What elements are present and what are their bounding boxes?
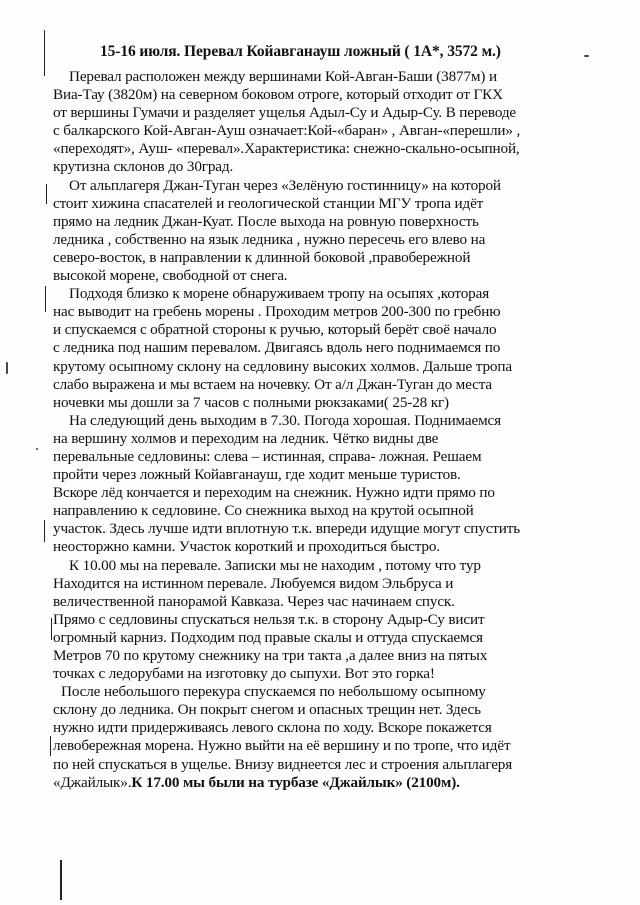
text-line: стоит хижина спасателей и геологической станции МГУ тропа идёт xyxy=(53,194,484,212)
text-line: крутизна склонов до 30град. xyxy=(53,158,234,176)
text-line: Метров 70 по крутому снежнику на три такта ,а далее вниз на пятых xyxy=(53,647,488,664)
paragraph xyxy=(53,557,613,684)
text-line: величественной панорамой Кавказа. Через час начинаем спуск. xyxy=(53,592,455,610)
text-line: К 10.00 мы на перевале. Записки мы не находим , потому что тур xyxy=(69,556,481,574)
text-line: точках с ледорубами на изготовку до сыпухи. Вот это горка! xyxy=(53,665,435,683)
text-line: по ней спускаться в ущелье. Внизу виднеется лес и строения альплагеря xyxy=(53,755,513,773)
scan-margin-mark xyxy=(50,736,51,756)
text-line: Виа-Тау (3820м) на северном боковом отроге, который отходит от ГКХ xyxy=(53,86,503,104)
text-line: нас выводит на гребень морены . Проходим метров 200-300 по гребню xyxy=(53,303,501,321)
text-line: На следующий день выходим в 7.30. Погода хорошая. Поднимаемся xyxy=(69,411,501,429)
scan-margin-mark xyxy=(44,30,45,76)
scan-margin-mark xyxy=(46,184,47,204)
text-line: на вершину холмов и переходим на ледник. Чётко видны две xyxy=(53,429,439,447)
text-line: с балкарского Кой-Авган-Ауш означает:Кой-«баран» , Авган-«перешли» , xyxy=(53,122,521,140)
text-line: Перевал расположен между вершинами Кой-Авган-Баши (3877м) и xyxy=(69,68,497,85)
text-line: направлению к седловине. Со снежника выход на крутой осыпной xyxy=(53,502,474,520)
text-line: левобережная морена. Нужно выйти на её вершину и по тропе, что идёт xyxy=(53,737,511,755)
text-line: слабо выражена и мы встаем на ночевку. От а/л Джан-Туган до места xyxy=(53,375,492,393)
paragraph xyxy=(53,68,613,177)
text-line: После небольшого перекура спускаемся по небольшому осыпному xyxy=(61,683,486,701)
final-line-regular: «Джайлык». xyxy=(53,773,132,791)
text-line: Вскоре лёд кончается и переходим на снежник. Нужно идти прямо по xyxy=(53,484,495,502)
paragraph xyxy=(53,285,613,412)
text-line: «переходят», Ауш- «перевал».Характеристика: снежно-скально-осыпной, xyxy=(53,140,520,158)
final-line xyxy=(53,774,613,792)
paragraph xyxy=(53,177,613,286)
text-line: Прямо с седловины спускаться нельзя т.к. в сторону Адыр-Су висит xyxy=(53,610,485,628)
text-line: неосторжно камни. Участок короткий и проходиться быстро. xyxy=(53,538,440,556)
scan-margin-mark xyxy=(60,860,62,900)
final-line-bold: К 17.00 мы были на турбазе «Джайлык» (2100м). xyxy=(131,773,460,791)
paragraph xyxy=(53,683,613,792)
text-line: с ледника под нашим перевалом. Двигаясь вдоль него поднимаемся по xyxy=(53,339,501,357)
text-line: От альплагеря Джан-Туган через «Зелёную гостинницу» на которой xyxy=(69,176,501,194)
text-line: пройти через ложный Койавганауш, где ходит меньше туристов. xyxy=(53,466,461,484)
text-line: от вершины Гумачи и разделяет ущелья Адыл-Су и Адыр-Су. В переводе xyxy=(53,104,516,122)
scan-speck xyxy=(36,448,38,450)
text-line: крутому осыпному склону на седловину высоких холмов. Дальше тропа xyxy=(53,357,512,375)
text-line: Подходя близко к морене обнаруживаем тропу на осыпях ,которая xyxy=(69,285,490,303)
text-line: участок. Здесь лучше идти вплотную т.к. впереди идущие могут спустить xyxy=(53,520,521,538)
scan-margin-mark xyxy=(44,520,45,542)
scan-speck xyxy=(6,362,8,374)
text-line: прямо на ледник Джан-Куат. После выхода на ровную поверхность xyxy=(53,212,479,230)
scan-speck xyxy=(584,55,589,57)
document-body xyxy=(53,68,613,792)
text-line: склону до ледника. Он покрыт снегом и опасных трещин нет. Здесь xyxy=(53,701,481,719)
scan-margin-mark xyxy=(51,618,52,640)
text-line: и спускаемся с обратной стороны к ручью, который берёт своё начало xyxy=(53,321,497,339)
document-title: 15-16 июля. Перевал Койавганауш ложный ( 1А*, 3572 м.) xyxy=(100,43,501,60)
text-line: огромный карниз. Подходим под правые скалы и оттуда спускаемся xyxy=(53,628,483,646)
text-line: нужно идти придерживаясь левого склона по ходу. Вскоре покажется xyxy=(53,719,492,737)
text-line: северо-восток, в направлении к длинной боковой ,правобережной xyxy=(53,248,471,266)
text-line: ночевки мы дошли за 7 часов с полными рюкзаками( 25-28 кг) xyxy=(53,393,449,411)
paragraph xyxy=(53,412,613,557)
text-line: высокой морене, свободной от снега. xyxy=(53,267,288,285)
scan-margin-mark xyxy=(45,286,46,312)
text-line: Находится на истинном перевале. Любуемся видом Эльбруса и xyxy=(53,574,454,592)
text-line: перевальные седловины: слева – истинная, справа- ложная. Решаем xyxy=(53,447,482,465)
text-line: ледника , собственно на язык ледника , нужно пересечь его влево на xyxy=(53,230,486,248)
